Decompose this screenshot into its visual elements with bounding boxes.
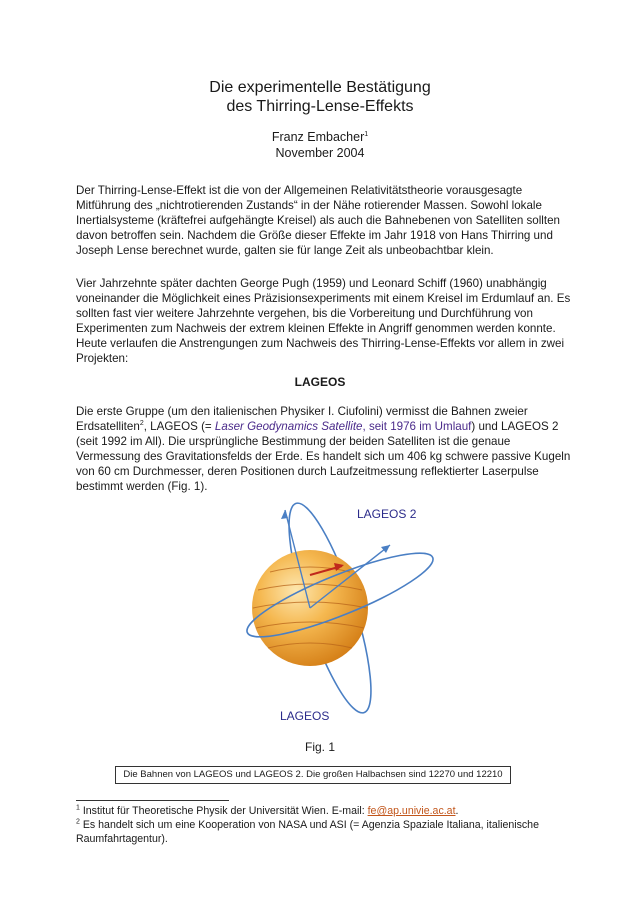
label-lageos2: LAGEOS 2 <box>357 507 417 521</box>
para3-text-d: ) und LAGEOS 2 (seit 1992 im All). Die ursprüngliche Bestimmung der beiden Satelliten ist die genaue Vermessung des Gravitationsfelds der Erde. Es handelt sich um 406 kg schwere passive Kugeln von 60 cm Durchmesser, deren Positionen durch Laufzeitmessung reflektierter Laserpulse bestimmt werden (Fig. 1). <box>76 420 571 493</box>
footnote-ref-1[interactable]: 1 <box>364 130 369 138</box>
email-link[interactable]: fe@ap.univie.ac.at <box>367 805 456 817</box>
section-heading-lageos: LAGEOS <box>294 375 346 389</box>
footnote-2-number: 2 <box>76 818 80 826</box>
footnote-ref-2[interactable]: 2 <box>139 420 144 428</box>
footnote-1-text: Institut für Theoretische Physik der Universität Wien. E-mail: <box>79 805 368 817</box>
footnote-divider <box>76 800 229 801</box>
para3-text-b: , LAGEOS (= <box>143 420 215 433</box>
footnote-2-text: Es handelt sich um eine Kooperation von NASA und ASI (= Agenzia Spaziale Italiana, italienische Raumfahrtagentur). <box>76 819 539 845</box>
document-title-line2: des Thirring-Lense-Effekts <box>226 98 414 115</box>
figure-caption: Fig. 1 <box>304 740 335 754</box>
lageos-launch-info: , seit 1976 im Umlauf <box>362 420 472 433</box>
author-name: Franz Embacher <box>271 130 365 144</box>
footnote-1-number: 1 <box>76 804 80 812</box>
author-line <box>0 129 640 145</box>
footnote-1 <box>76 805 576 819</box>
paragraph-lageos <box>76 404 572 494</box>
lageos-acronym-expansion: Laser Geodynamics Satellite <box>214 420 363 433</box>
para3-text-a: Die erste Gruppe (um den italienischen Physiker I. Ciufolini) vermisst die Bahnen zweier Erdsatelliten <box>76 405 528 433</box>
orbit-figure <box>230 490 440 730</box>
footnote-1-end: . <box>455 805 459 817</box>
document-title-line1: Die experimentelle Bestätigung <box>209 79 431 96</box>
paragraph-history: Vier Jahrzehnte später dachten George Pugh (1959) und Leonard Schiff (1960) unabhängig voneinander die Möglichkeit eines Präzisionsexperiments mit einem Kreisel im Erdumlauf an. Es sollten fast vier weitere Jahrzehnte vergehen, bis die Vorbereitung und Durchführung von Experimenten zum Nachweis der extrem kleinen Effekte in Angriff genommen werden konnte. Heute verlaufen die Anstrengungen zum Nachweis des Thirring-Lense-Effekts vor allem in zwei Projekten: <box>76 277 571 365</box>
footnote-2 <box>76 819 576 846</box>
figure-description-box: Die Bahnen von LAGEOS und LAGEOS 2. Die großen Halbachsen sind 12270 und 12210 <box>115 766 511 784</box>
paragraph-intro: Der Thirring-Lense-Effekt ist die von der Allgemeinen Relativitätstheorie vorausgesagte Mitführung des „nichtrotierenden Zustands“ in der Nähe rotierender Massen. Sowohl lokale Inertialsysteme (kräftefrei aufgehängte Kreisel) als auch die Bahnebenen von Satelliten sollten davon betroffen sein. Nachdem die Größe dieser Effekte im Jahr 1918 von Hans Thirring und Joseph Lense berechnet wurde, galten sie für lange Zeit als unbeobachtbar klein. <box>76 184 561 257</box>
lageos-arrow-head <box>281 510 288 519</box>
document-date: November 2004 <box>275 146 365 160</box>
label-lageos: LAGEOS <box>280 709 330 723</box>
